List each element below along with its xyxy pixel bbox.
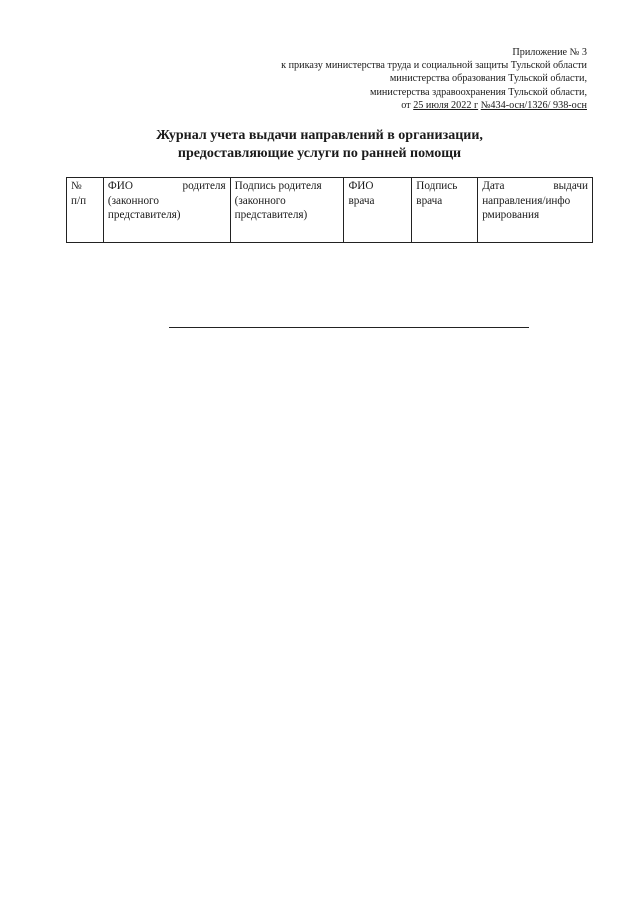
header-text-part: п/п <box>71 194 87 207</box>
appendix-date-prefix: от <box>401 99 414 111</box>
appendix-order-line: к приказу министерства труда и социальной защиты Тульской области <box>281 60 587 72</box>
appendix-order-number: №434-осн/1326/ 938-осн <box>480 99 587 111</box>
header-text-part: (законного <box>107 194 159 207</box>
header-text-part: ФИО <box>348 180 374 192</box>
appendix-ministry-education: министерства образования Тульской области, <box>389 73 587 85</box>
appendix-header <box>281 46 587 112</box>
header-text-part: № <box>71 180 82 192</box>
header-row-number <box>67 178 104 243</box>
header-text-part: врача <box>416 194 443 207</box>
appendix-date: 25 июля 2022 г <box>413 99 479 111</box>
appendix-date-number <box>281 99 587 112</box>
header-text-part: Подпись родителя <box>234 180 322 192</box>
header-text-part: ФИО родителя <box>107 180 226 192</box>
header-parent-signature <box>230 178 344 243</box>
journal-table-header-row <box>67 178 593 243</box>
signature-line <box>169 327 529 328</box>
header-text-part: Подпись <box>416 180 458 192</box>
header-text-part: представителя) <box>107 209 181 221</box>
header-issue-date <box>478 178 593 243</box>
header-parent-name <box>103 178 230 243</box>
header-text-part: Дата выдачи <box>482 180 588 192</box>
journal-table <box>66 177 593 243</box>
header-text-part: рмирования <box>482 209 540 221</box>
header-text-part: представителя) <box>234 209 308 221</box>
appendix-ministry-health: министерства здравоохранения Тульской области, <box>370 86 587 98</box>
header-doctor-signature <box>412 178 478 243</box>
header-text-part: направления/инфо <box>482 194 571 207</box>
document-title-line-1: Журнал учета выдачи направлений в организации, <box>156 128 483 143</box>
document-title <box>0 127 639 163</box>
header-text-part: (законного <box>234 194 286 207</box>
document-title-line-2: предоставляющие услуги по ранней помощи <box>177 146 462 161</box>
appendix-number: Приложение № 3 <box>512 47 587 58</box>
header-doctor-name <box>344 178 412 243</box>
header-text-part: врача <box>348 194 375 207</box>
